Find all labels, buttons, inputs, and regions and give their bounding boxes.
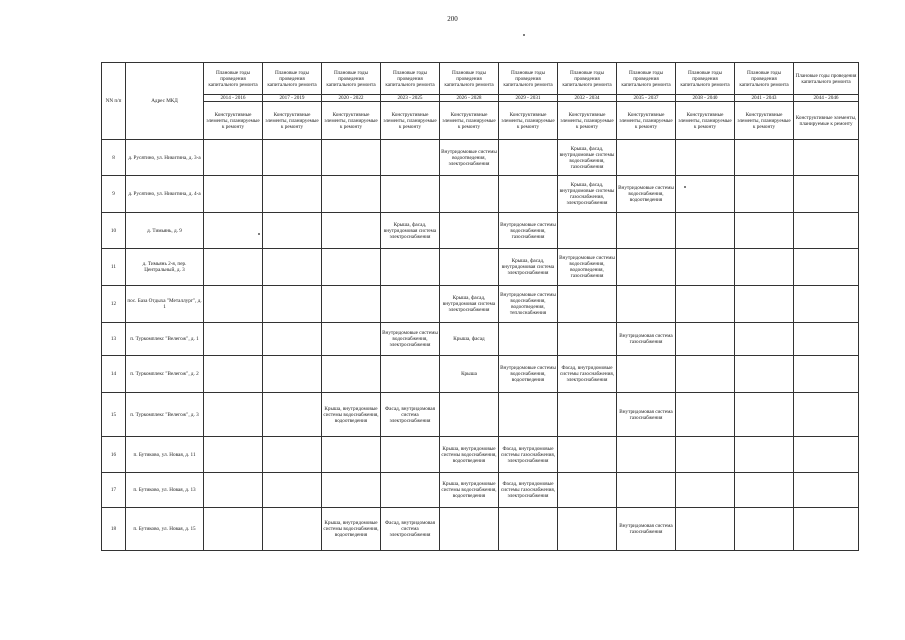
repair-works-cell <box>735 323 794 356</box>
scan-speck <box>523 34 525 36</box>
repair-works-cell <box>322 140 381 176</box>
repair-works-cell: Внутридомовые системы водоотведения, электроснабжения <box>440 140 499 176</box>
repair-works-cell <box>263 356 322 393</box>
repair-works-cell <box>204 323 263 356</box>
repair-works-cell <box>558 213 617 249</box>
repair-works-cell <box>204 176 263 213</box>
repair-works-cell <box>735 508 794 551</box>
table-row <box>102 437 859 473</box>
repair-works-cell <box>676 176 735 213</box>
repair-works-cell <box>558 393 617 437</box>
repair-works-cell <box>617 437 676 473</box>
elements-header: Конструктивные элементы, планируемые к ремонту <box>440 102 499 140</box>
repair-works-cell <box>204 249 263 286</box>
period-years: 2017 - 2019 <box>263 95 322 102</box>
period-header: Плановые годы проведения капитального ремонта <box>204 63 263 95</box>
repair-works-cell <box>735 140 794 176</box>
repair-works-cell <box>263 213 322 249</box>
repair-works-cell <box>263 176 322 213</box>
repair-works-cell <box>381 473 440 508</box>
row-number: 17 <box>102 473 126 508</box>
repair-works-cell <box>440 176 499 213</box>
row-address: п. Туркомплекс "Велегож", д. 3 <box>126 393 204 437</box>
repair-works-cell <box>263 286 322 323</box>
table-row <box>102 286 859 323</box>
period-header: Плановые годы проведения капитального ремонта <box>499 63 558 95</box>
row-address: п. Туркомплекс "Велегож", д. 1 <box>126 323 204 356</box>
repair-works-cell <box>204 286 263 323</box>
repair-works-cell <box>794 140 859 176</box>
period-years: 2026 - 2028 <box>440 95 499 102</box>
row-number: 12 <box>102 286 126 323</box>
repair-works-cell <box>204 437 263 473</box>
table-row <box>102 140 859 176</box>
repair-works-cell <box>735 473 794 508</box>
row-address: д. Русятино, ул. Никитина, д. 3-а <box>126 140 204 176</box>
repair-works-cell <box>794 508 859 551</box>
repair-works-cell <box>735 213 794 249</box>
repair-works-cell <box>440 508 499 551</box>
header-row-periods <box>102 63 859 95</box>
row-number: 16 <box>102 437 126 473</box>
repair-works-cell <box>440 393 499 437</box>
repair-works-cell <box>617 249 676 286</box>
elements-header: Конструктивные элементы, планируемые к ремонту <box>381 102 440 140</box>
repair-works-cell <box>263 393 322 437</box>
repair-works-cell <box>617 356 676 393</box>
repair-works-cell <box>676 140 735 176</box>
repair-works-cell <box>499 176 558 213</box>
repair-works-cell: Крыша, фасад, внутридомовая система электроснабжения <box>440 286 499 323</box>
period-years: 2035 - 2037 <box>617 95 676 102</box>
repair-works-cell <box>676 249 735 286</box>
repair-works-cell <box>617 286 676 323</box>
repair-works-cell <box>617 213 676 249</box>
repair-works-cell: Крыша, внутридомовые системы водоснабжения, водоотведения <box>440 437 499 473</box>
table-row <box>102 176 859 213</box>
elements-header: Конструктивные элементы, планируемые к ремонту <box>617 102 676 140</box>
period-header: Плановые годы проведения капитального ремонта <box>794 63 859 95</box>
repair-works-cell <box>676 473 735 508</box>
row-address: д. Русятино, ул. Никитина, д. 4-а <box>126 176 204 213</box>
repair-works-cell: Внутридомовые системы водоснабжения, газоснабжения <box>499 213 558 249</box>
repair-works-cell <box>735 393 794 437</box>
row-address: п. Бутиково, ул. Новая, д. 13 <box>126 473 204 508</box>
repair-works-cell <box>676 356 735 393</box>
page-number: 200 <box>447 15 458 23</box>
period-years: 2041 - 2043 <box>735 95 794 102</box>
repair-works-cell <box>617 140 676 176</box>
period-years: 2029 - 2031 <box>499 95 558 102</box>
repair-works-cell <box>794 249 859 286</box>
repair-works-cell <box>558 473 617 508</box>
table-row <box>102 213 859 249</box>
col-address-header: Адрес МКД <box>126 63 204 140</box>
table-row <box>102 508 859 551</box>
repair-works-cell <box>617 473 676 508</box>
repair-works-cell <box>676 286 735 323</box>
period-header: Плановые годы проведения капитального ремонта <box>617 63 676 95</box>
table-row <box>102 356 859 393</box>
repair-works-cell <box>322 249 381 286</box>
period-header: Плановые годы проведения капитального ремонта <box>676 63 735 95</box>
repair-works-cell: Фасад, внутридомовая система электроснабжения <box>381 393 440 437</box>
repair-works-cell <box>322 213 381 249</box>
period-years: 2020 - 2022 <box>322 95 381 102</box>
table-row <box>102 323 859 356</box>
capital-repair-schedule-table <box>101 62 859 551</box>
period-years: 2014 - 2016 <box>204 95 263 102</box>
period-header: Плановые годы проведения капитального ремонта <box>440 63 499 95</box>
repair-works-cell <box>204 213 263 249</box>
period-years: 2044 - 2046 <box>794 95 859 102</box>
elements-header: Конструктивные элементы, планируемые к ремонту <box>794 102 859 140</box>
repair-works-cell <box>794 323 859 356</box>
repair-works-cell <box>676 508 735 551</box>
repair-works-cell <box>794 473 859 508</box>
repair-works-cell <box>263 473 322 508</box>
repair-works-cell <box>558 508 617 551</box>
row-address: д. Тимьянь, д. 9 <box>126 213 204 249</box>
repair-works-cell <box>735 249 794 286</box>
repair-works-cell <box>322 286 381 323</box>
repair-works-cell <box>440 213 499 249</box>
table-body <box>102 140 859 551</box>
period-years: 2038 - 2040 <box>676 95 735 102</box>
repair-works-cell: Внутридомовая система газоснабжения <box>617 323 676 356</box>
repair-works-cell <box>204 473 263 508</box>
row-address: п. Бутиково, ул. Новая, д. 15 <box>126 508 204 551</box>
repair-works-cell <box>558 437 617 473</box>
period-header: Плановые годы проведения капитального ремонта <box>558 63 617 95</box>
repair-works-cell <box>263 437 322 473</box>
repair-works-cell: Внутридомовые системы водоснабжения, водоотведения, газоснабжения <box>558 249 617 286</box>
elements-header: Конструктивные элементы, планируемые к ремонту <box>558 102 617 140</box>
period-years: 2023 - 2025 <box>381 95 440 102</box>
period-header: Плановые годы проведения капитального ремонта <box>263 63 322 95</box>
repair-works-cell <box>322 356 381 393</box>
row-number: 14 <box>102 356 126 393</box>
repair-works-cell <box>204 508 263 551</box>
row-number: 13 <box>102 323 126 356</box>
repair-works-cell <box>499 508 558 551</box>
row-address: д. Тимьянь 2-я, пер. Центральный, д. 3 <box>126 249 204 286</box>
repair-works-cell <box>204 393 263 437</box>
repair-works-cell <box>794 286 859 323</box>
repair-works-cell <box>381 249 440 286</box>
header-row-years <box>102 95 859 102</box>
repair-works-cell: Крыша <box>440 356 499 393</box>
period-header: Плановые годы проведения капитального ремонта <box>322 63 381 95</box>
repair-works-cell: Фасад, внутридомовая система электроснабжения <box>381 508 440 551</box>
repair-works-cell <box>794 213 859 249</box>
repair-works-cell: Крыша, фасад, внутридомовая система электроснабжения <box>381 213 440 249</box>
col-num-header: NN п/п <box>102 63 126 140</box>
row-number: 8 <box>102 140 126 176</box>
repair-works-cell <box>322 437 381 473</box>
elements-header: Конструктивные элементы, планируемые к ремонту <box>735 102 794 140</box>
repair-works-cell: Внутридомовые системы водоснабжения, водоотведения <box>499 356 558 393</box>
elements-header: Конструктивные элементы, планируемые к ремонту <box>322 102 381 140</box>
elements-header: Конструктивные элементы, планируемые к ремонту <box>676 102 735 140</box>
repair-works-cell: Крыша, фасад, внутридомовые системы водоснабжения, газоснабжения <box>558 140 617 176</box>
header-row-elements <box>102 102 859 140</box>
repair-works-cell <box>263 249 322 286</box>
row-address: пос. База Отдыха "Металлург", д. 1 <box>126 286 204 323</box>
repair-works-cell <box>676 213 735 249</box>
period-header: Плановые годы проведения капитального ремонта <box>735 63 794 95</box>
repair-works-cell <box>794 393 859 437</box>
repair-works-cell: Крыша, фасад <box>440 323 499 356</box>
row-number: 15 <box>102 393 126 437</box>
repair-works-cell <box>735 356 794 393</box>
repair-works-cell <box>263 323 322 356</box>
repair-works-cell <box>322 176 381 213</box>
repair-works-cell <box>794 176 859 213</box>
row-number: 10 <box>102 213 126 249</box>
elements-header: Конструктивные элементы, планируемые к ремонту <box>204 102 263 140</box>
row-number: 11 <box>102 249 126 286</box>
repair-works-cell <box>381 356 440 393</box>
repair-works-cell <box>499 140 558 176</box>
elements-header: Конструктивные элементы, планируемые к ремонту <box>499 102 558 140</box>
repair-works-cell: Крыша, внутридомовые системы водоснабжения, водоотведения <box>440 473 499 508</box>
repair-works-cell <box>263 140 322 176</box>
repair-works-cell <box>322 323 381 356</box>
period-header: Плановые годы проведения капитального ремонта <box>381 63 440 95</box>
repair-works-cell: Фасад, внутридомовые системы газоснабжения, электроснабжения <box>499 437 558 473</box>
row-number: 18 <box>102 508 126 551</box>
table-row <box>102 249 859 286</box>
repair-works-cell <box>440 249 499 286</box>
table-row <box>102 393 859 437</box>
repair-works-cell <box>381 437 440 473</box>
repair-works-cell <box>676 437 735 473</box>
repair-works-cell <box>381 140 440 176</box>
repair-works-cell <box>735 437 794 473</box>
repair-works-cell: Внутридомовая система газоснабжения <box>617 393 676 437</box>
repair-works-cell <box>676 323 735 356</box>
period-years: 2032 - 2034 <box>558 95 617 102</box>
repair-works-cell <box>204 356 263 393</box>
repair-works-cell <box>381 176 440 213</box>
row-address: п. Туркомплекс "Велегож", д. 2 <box>126 356 204 393</box>
repair-works-cell <box>735 286 794 323</box>
repair-works-cell <box>558 286 617 323</box>
repair-works-cell <box>499 323 558 356</box>
repair-works-cell: Крыша, фасад, внутридомовые системы газоснабжения, электроснабжения <box>558 176 617 213</box>
repair-works-cell: Крыша, внутридомовые системы водоснабжения, водоотведения <box>322 508 381 551</box>
repair-works-cell: Крыша, фасад, внутридомовая система электроснабжения <box>499 249 558 286</box>
table-row <box>102 473 859 508</box>
elements-header: Конструктивные элементы, планируемые к ремонту <box>263 102 322 140</box>
repair-works-cell <box>735 176 794 213</box>
repair-works-cell: Внутридомовые системы водоснабжения, водоотведения, теплоснабжения <box>499 286 558 323</box>
repair-works-cell <box>204 140 263 176</box>
repair-works-cell <box>263 508 322 551</box>
repair-works-cell: Внутридомовые системы водоснабжения, электроснабжения <box>381 323 440 356</box>
repair-works-cell: Внутридомовая система газоснабжения <box>617 508 676 551</box>
repair-works-cell <box>558 323 617 356</box>
repair-works-cell: Фасад, внутридомовые системы газоснабжения, электроснабжения <box>558 356 617 393</box>
row-address: п. Бутиково, ул. Новая, д. 11 <box>126 437 204 473</box>
repair-works-cell <box>322 473 381 508</box>
repair-works-cell: Крыша, внутридомовые системы водоснабжения, водоотведения <box>322 393 381 437</box>
repair-works-cell: Фасад, внутридомовые системы газоснабжения, электроснабжения <box>499 473 558 508</box>
row-number: 9 <box>102 176 126 213</box>
repair-works-cell <box>381 286 440 323</box>
repair-works-cell <box>794 356 859 393</box>
repair-works-cell <box>676 393 735 437</box>
repair-works-cell <box>499 393 558 437</box>
repair-works-cell <box>794 437 859 473</box>
repair-works-cell: Внутридомовые системы водоснабжения, водоотведения <box>617 176 676 213</box>
